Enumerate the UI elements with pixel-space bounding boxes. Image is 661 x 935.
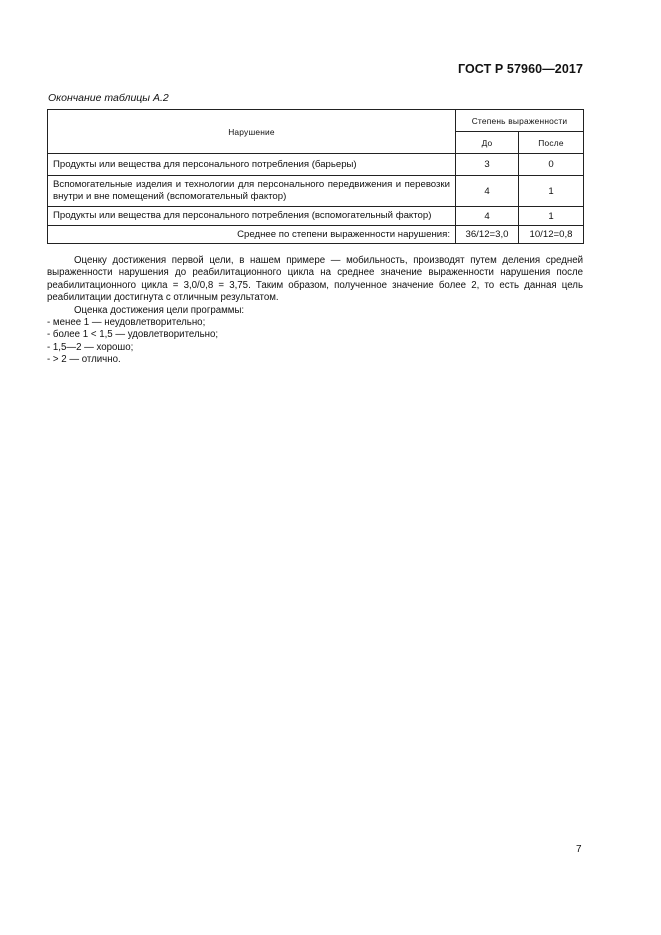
row-value-after: 1 <box>519 207 584 226</box>
body-text <box>47 255 583 367</box>
row-label: Продукты или вещества для персонального потребления (вспомогательный фактор) <box>48 207 456 226</box>
row-value-after: 1 <box>519 176 584 207</box>
table-caption: Окончание таблицы А.2 <box>48 92 169 104</box>
row-value-before: 4 <box>456 176 519 207</box>
summary-value-after: 10/12=0,8 <box>519 226 584 244</box>
column-header-after: После <box>519 132 584 154</box>
row-label: Вспомогательные изделия и технологии для персонального передвижения и перевозки внутри и вне помещений (вспомогательный фактор) <box>48 176 456 207</box>
row-value-before: 4 <box>456 207 519 226</box>
summary-label: Среднее по степени выраженности нарушения: <box>48 226 456 244</box>
column-header-before: До <box>456 132 519 154</box>
row-value-before: 3 <box>456 154 519 176</box>
criteria-title: Оценка достижения цели программы: <box>74 304 245 316</box>
row-label: Продукты или вещества для персонального потребления (барьеры) <box>48 154 456 176</box>
table-row <box>48 176 584 207</box>
evaluation-paragraph: Оценку достижения первой цели, в нашем примере — мобильность, производят путем деления средней выраженности нарушения до реабилитационного цикла на среднее значение выраженности нарушения после реабилитационного цикла = 3,0/0,8 = 3,75. Таким образом, полученное значение более 2, то есть данная цель реабилитации достигнута с отличным результатом. <box>47 255 583 304</box>
summary-row <box>48 226 584 244</box>
criteria-item: - > 2 — отлично. <box>47 354 121 366</box>
table-row <box>48 154 584 176</box>
summary-value-before: 36/12=3,0 <box>456 226 519 244</box>
criteria-item: - 1,5—2 — хорошо; <box>47 341 134 353</box>
criteria-item: - более 1 < 1,5 — удовлетворительно; <box>47 329 219 341</box>
column-header-degree: Степень выраженности <box>456 110 584 132</box>
table-row <box>48 207 584 226</box>
row-value-after: 0 <box>519 154 584 176</box>
column-header-violation: Нарушение <box>48 110 456 154</box>
document-standard-number: ГОСТ Р 57960—2017 <box>457 62 583 76</box>
violations-table <box>47 109 584 244</box>
page-number: 7 <box>576 844 582 855</box>
criteria-item: - менее 1 — неудовлетворительно; <box>47 317 206 329</box>
